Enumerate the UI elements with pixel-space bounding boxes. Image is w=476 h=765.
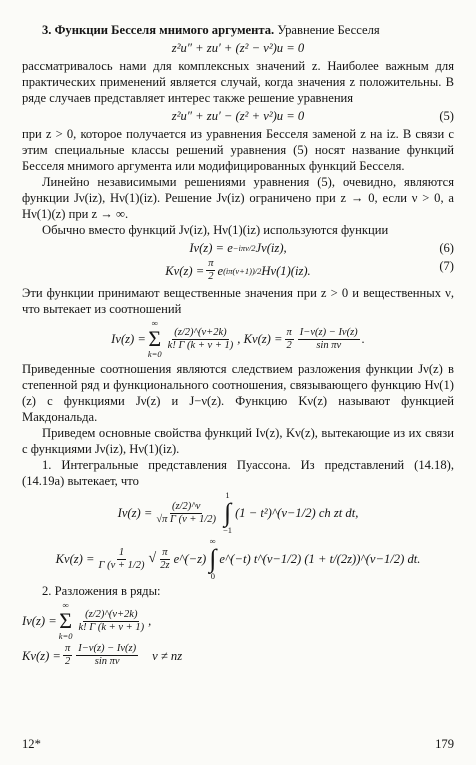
equation-7-rhs: Hν(1)(iz). <box>261 263 311 278</box>
s1-fraction <box>77 609 147 634</box>
int1-body: (1 − t²)^(ν−1/2) ch zt dt, <box>235 506 359 520</box>
paragraph-9: 2. Разложения в ряды: <box>42 584 161 598</box>
integral-symbol-1: 1 ∫ −1 <box>223 490 233 535</box>
int2-numerator: 1 <box>118 546 125 558</box>
series-denominator: k! Γ (k + ν + 1) <box>167 339 234 351</box>
s1-denominator: k! Γ (k + ν + 1) <box>78 621 145 633</box>
k-fraction-1-num: π <box>286 326 292 338</box>
s2-fraction-1-num: π <box>64 643 71 654</box>
int2-root-num: π <box>162 546 168 558</box>
equation-5-body: z²u″ + zu′ − (z² + ν²)u = 0 <box>171 109 305 123</box>
s2-fraction-2 <box>76 643 138 668</box>
paragraph-2: при z > 0, которое получается из уравнения Бесселя заменой z на iz. В связи с этим специальные классы решений уравнения (5) носят название функций Бесселя мнимого аргумента или модифицированных функций Бесселя. <box>22 127 454 173</box>
int2-lhs: Kν(z) = <box>55 552 95 566</box>
equation-7 <box>22 258 454 283</box>
int1-denominator: √π Γ (ν + 1/2) <box>156 513 217 525</box>
s1-numerator: (z/2)^(ν+2k) <box>85 608 138 620</box>
paragraph-1: рассматривалось нами для комплексных значений z. Наиболее важным для практических применений является случай, когда значения z положительны. В ряде случаев представляет интерес также решение уравнения <box>22 59 454 105</box>
s2-fraction-1 <box>63 643 72 668</box>
paragraph-3: Линейно независимыми решениями уравнения (5), очевидно, являются функции Jν(iz), Hν(1)(iz). Решение Jν(iz) ограничено при z → 0, если ν > 0, а Hν(1)(z) при z → ∞. <box>22 175 454 221</box>
int2-lower: 0 <box>210 571 215 581</box>
series-expansion-2 <box>22 643 454 668</box>
s1-sum-upper: ∞ <box>62 600 69 610</box>
section-title-rest: Уравнение Бесселя <box>277 23 380 37</box>
page-number: 179 <box>435 737 454 751</box>
equation-7-fraction <box>206 258 215 283</box>
equation-7-numerator: π <box>208 258 214 269</box>
series-numerator: (z/2)^(ν+2k) <box>174 326 227 338</box>
s1-sum-lower: k=0 <box>58 631 73 641</box>
int1-lhs: Iν(z) = <box>117 506 153 520</box>
equation-7-exponent: (iπ(ν+1))/2 <box>223 265 262 276</box>
int2-root-fraction <box>158 547 171 572</box>
section-intro <box>22 22 454 38</box>
page-footer <box>22 737 454 752</box>
equation-7-lhs: Kν(z) = <box>165 263 205 278</box>
footer-signature: 12* <box>22 737 41 751</box>
equation-6-number: (6) <box>439 241 454 255</box>
int1-numerator: (z/2)^ν <box>172 500 201 512</box>
equation-6-rhs: Jν(iz), <box>255 241 287 255</box>
s2-fraction-2-num: I−ν(z) − Iν(z) <box>78 643 137 654</box>
equation-7-denominator: 2 <box>208 271 214 282</box>
series-relations <box>22 319 454 359</box>
series-fraction <box>166 327 236 352</box>
sum-symbol: ∞ Σ k=0 <box>147 318 162 359</box>
sum-upper: ∞ <box>151 318 158 328</box>
k-fraction-2 <box>298 327 360 352</box>
bessel-equation: z²u″ + zu′ + (z² − ν²)u = 0 <box>171 41 305 55</box>
paragraph-5: Эти функции принимают вещественные значения при z > 0 и вещественных ν, что вытекает из соотношений <box>22 286 454 316</box>
series-lhs: Iν(z) = <box>111 332 146 346</box>
s2-fraction-1-den: 2 <box>64 656 71 667</box>
k-fraction-1-den: 2 <box>286 339 292 351</box>
series-end: . <box>361 332 365 346</box>
sqrt-symbol: √ <box>148 551 157 566</box>
int1-upper: 1 <box>225 490 230 500</box>
s2-lhs: Kν(z) = <box>22 648 61 663</box>
section-title: 3. Функции Бесселя мнимого аргумента. <box>42 23 275 37</box>
s1-end: , <box>148 614 152 628</box>
k-fraction-1 <box>285 327 294 352</box>
s1-sum-symbol: ∞ Σ k=0 <box>58 600 73 641</box>
paragraph-6: Приведенные соотношения являются следствием разложения функции Jν(z) в степенной ряд и функционального соотношения, связывающего функцию Hν(1)(z) с функциями Jν(z) и J−ν(z). Функцию Kν(z) называют функцией Макдональда. <box>22 362 454 424</box>
int2-root-den: 2z <box>160 559 170 571</box>
sum-lower: k=0 <box>147 349 162 359</box>
int2-mid: e^(−z) <box>173 552 207 566</box>
integral-representation-1 <box>22 491 454 535</box>
int2-body: e^(−t) t^(ν−1/2) (1 + t/(2z))^(ν−1/2) dt. <box>219 552 421 566</box>
int2-denominator: Γ (ν + 1/2) <box>98 559 145 571</box>
k-fraction-2-den: sin πν <box>316 339 342 351</box>
int1-lower: −1 <box>223 525 233 535</box>
paragraph-8: 1. Интегральные представления Пуассона. Из представлений (14.18), (14.19а) вытекает, что <box>22 458 454 488</box>
equation-6-lhs: Iν(z) = e <box>189 241 233 255</box>
k-fraction-2-num: I−ν(z) − Iν(z) <box>299 326 358 338</box>
equation-5 <box>22 108 454 124</box>
paragraph-4: Обычно вместо функций Jν(iz), Hν(1)(iz) используются функции <box>42 223 389 237</box>
int2-fraction <box>97 547 147 572</box>
s2-fraction-2-den: sin πν <box>94 656 120 667</box>
integral-symbol-2: ∞ ∫ 0 <box>209 536 217 581</box>
equation-7-e: e <box>217 263 224 278</box>
equation-6 <box>22 240 454 256</box>
s2-condition: ν ≠ nz <box>152 648 183 663</box>
paragraph-7: Приведем основные свойства функций Iν(z), Kν(z), вытекающие из их связи с функциями Jν(iz), Hν(1)(iz). <box>22 426 454 456</box>
series-mid: , Kν(z) = <box>237 332 283 346</box>
s1-lhs: Iν(z) = <box>22 614 57 628</box>
int2-upper: ∞ <box>209 536 216 546</box>
integral-representation-2 <box>22 537 454 581</box>
equation-6-exponent: −iπν/2 <box>232 243 256 253</box>
series-expansion-1 <box>22 601 454 641</box>
equation-7-number: (7) <box>439 259 454 273</box>
equation-5-number: (5) <box>439 109 454 123</box>
int1-fraction <box>154 501 218 526</box>
